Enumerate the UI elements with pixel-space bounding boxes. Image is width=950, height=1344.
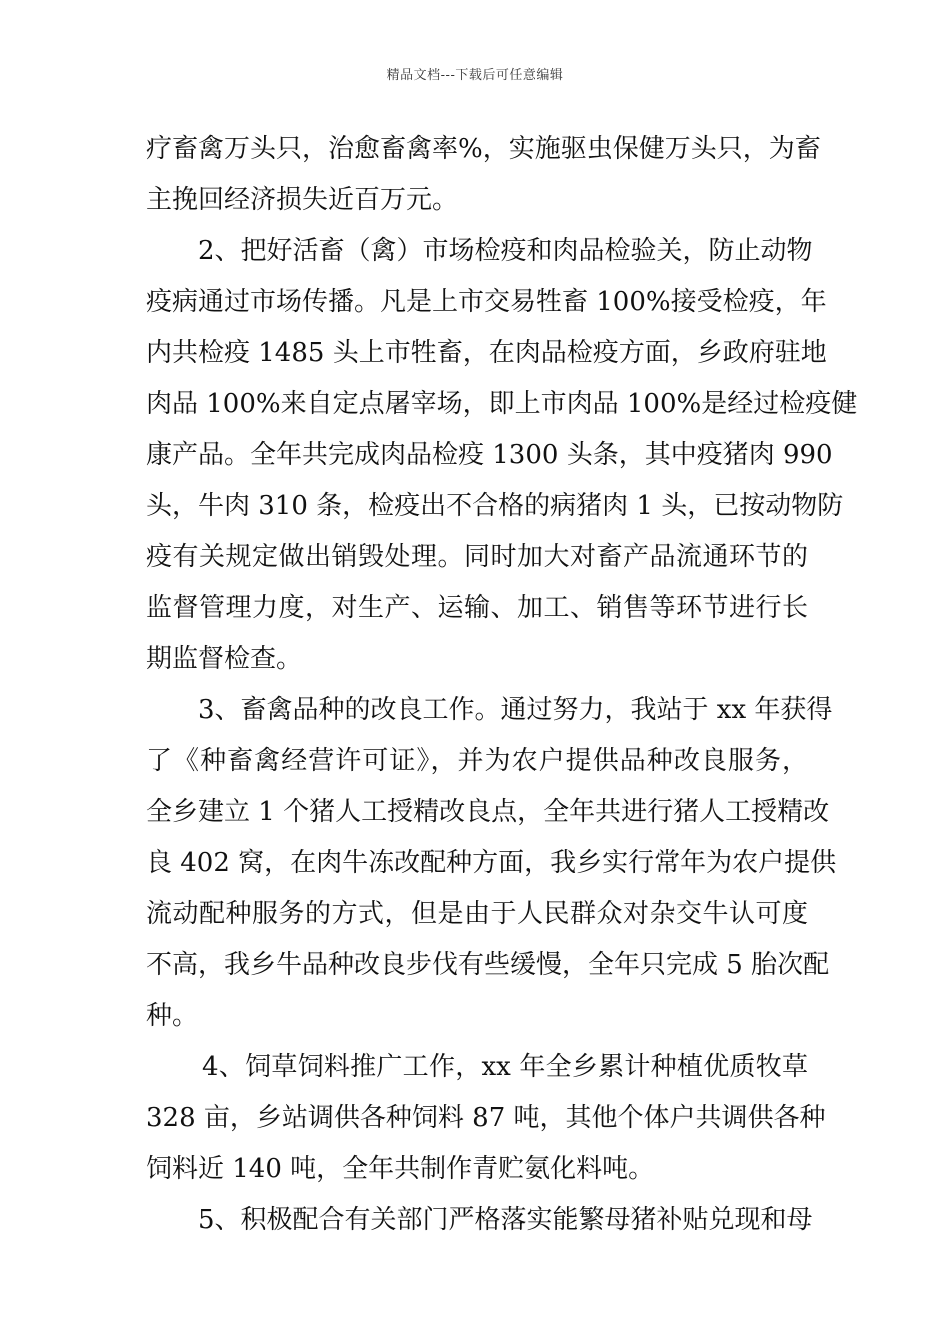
- page-header: 精品文档---下载后可任意编辑: [386, 68, 564, 83]
- text-line: 全乡建立 1 个猪人工授精改良点，全年共进行猪人工授精改: [146, 797, 830, 827]
- text-line: 328 亩，乡站调供各种饲料 87 吨，其他个体户共调供各种: [146, 1103, 826, 1133]
- text-line: 疫病通过市场传播。凡是上市交易牲畜 100%接受检疫，年: [146, 287, 827, 317]
- text-line: 种。: [146, 1001, 199, 1031]
- paragraph-first-line: 2、把好活畜（禽）市场检疫和肉品检验关，防止动物: [198, 236, 813, 266]
- text-line: 疫有关规定做出销毁处理。同时加大对畜产品流通环节的: [146, 542, 808, 572]
- document-body: [146, 124, 858, 1246]
- text-line: 头，牛肉 310 条，检疫出不合格的病猪肉 1 头，已按动物防: [146, 491, 844, 521]
- text-line: 良 402 窝，在肉牛冻改配种方面，我乡实行常年为农户提供: [146, 848, 837, 878]
- text-line: 了《种畜禽经营许可证》，并为农户提供品种改良服务，: [146, 746, 808, 776]
- text-line: 监督管理力度，对生产、运输、加工、销售等环节进行长: [146, 593, 808, 623]
- paragraph-first-line: 4、饲草饲料推广工作，xx 年全乡累计种植优质牧草: [202, 1052, 808, 1082]
- text-line: 疗畜禽万头只，治愈畜禽率%，实施驱虫保健万头只，为畜: [146, 134, 821, 164]
- paragraph-first-line: 5、积极配合有关部门严格落实能繁母猪补贴兑现和母: [198, 1205, 813, 1235]
- text-line: 康产品。全年共完成肉品检疫 1300 头条，其中疫猪肉 990: [146, 440, 833, 470]
- text-line: 主挽回经济损失近百万元。: [146, 185, 459, 215]
- text-line: 饲料近 140 吨，全年共制作青贮氨化料吨。: [146, 1154, 655, 1184]
- text-line: 不高，我乡牛品种改良步伐有些缓慢，全年只完成 5 胎次配: [146, 950, 830, 980]
- text-line: 流动配种服务的方式，但是由于人民群众对杂交牛认可度: [146, 899, 808, 929]
- text-line: 内共检疫 1485 头上市牲畜，在肉品检疫方面，乡政府驻地: [146, 338, 827, 368]
- paragraph-first-line: 3、畜禽品种的改良工作。通过努力，我站于 xx 年获得: [198, 695, 833, 725]
- text-line: 肉品 100%来自定点屠宰场，即上市肉品 100%是经过检疫健: [146, 389, 858, 419]
- text-line: 期监督检查。: [146, 644, 303, 674]
